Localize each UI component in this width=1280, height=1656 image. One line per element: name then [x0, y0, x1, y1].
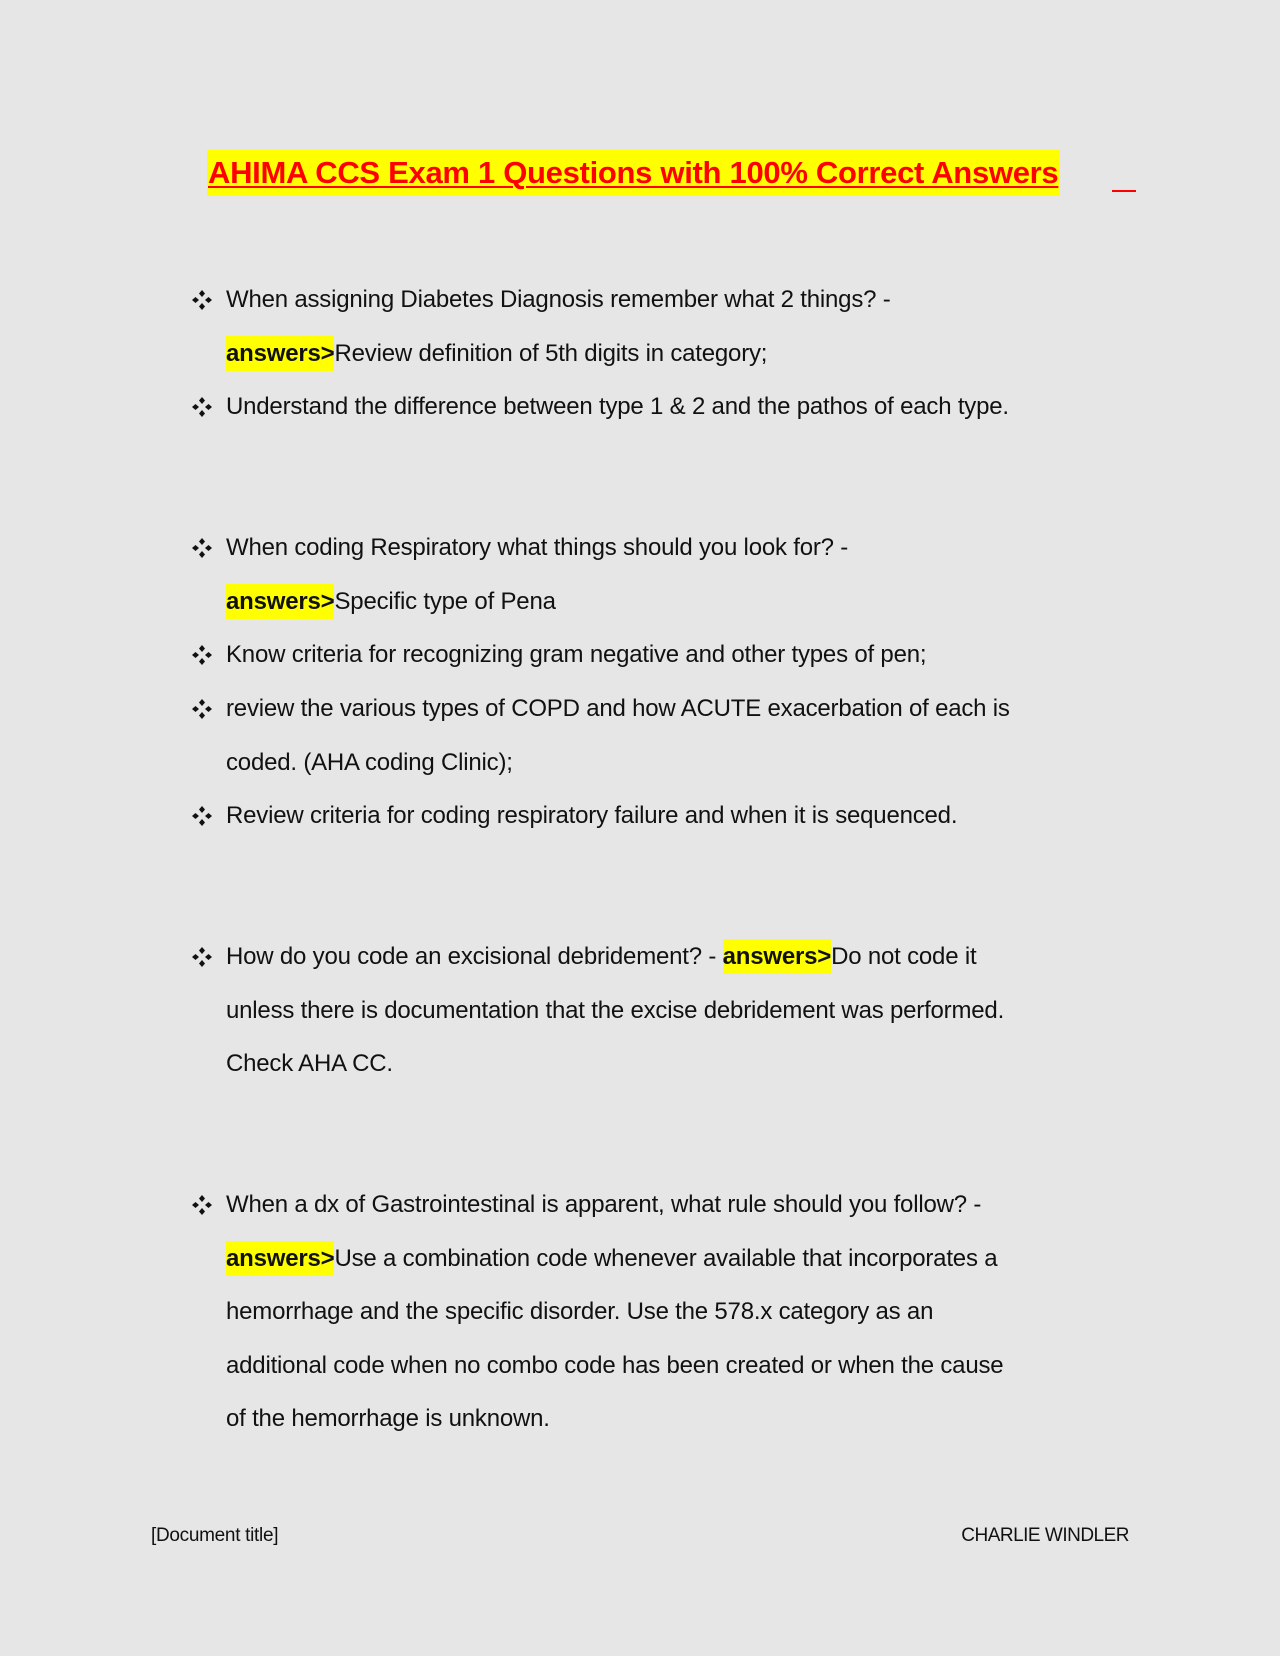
answer-marker: answers> — [226, 584, 334, 619]
item-answer-continued: hemorrhage and the specific disorder. Use the 578.x category as an — [226, 1298, 934, 1325]
item-text: review the various types of COPD and how ACUTE exacerbation of each is — [226, 695, 1010, 722]
diamond-bullet-icon — [190, 789, 214, 842]
item-text-continued: coded. (AHA coding Clinic); — [226, 748, 513, 776]
diamond-bullet-icon — [190, 521, 214, 574]
footer-document-title: [Document title] — [151, 1525, 279, 1546]
item-answer-continued: Check AHA CC. — [226, 1050, 393, 1077]
item-answer-continued: additional code when no combo code has been created or when the cause — [226, 1351, 1004, 1379]
item-text: Review criteria for coding respiratory failure and when it is sequenced. — [226, 802, 958, 829]
diamond-bullet-icon — [190, 273, 214, 326]
answer-marker: answers> — [226, 336, 334, 371]
item-answer: Specific type of Pena — [334, 587, 556, 615]
item-answer: Review definition of 5th digits in category; — [334, 339, 768, 367]
item-question: How do you code an excisional debridement? - — [226, 943, 723, 970]
item-answer: Do not code it — [831, 943, 977, 970]
item-answer: Use a combination code whenever available that incorporates a — [334, 1244, 998, 1272]
answer-marker: answers> — [226, 1241, 334, 1276]
item-question: When coding Respiratory what things should you look for? - — [226, 534, 849, 561]
item-text: Know criteria for recognizing gram negative and other types of pen; — [226, 641, 927, 668]
item-answer-continued: unless there is documentation that the excise debridement was performed. — [226, 996, 1005, 1024]
item-answer-continued: of the hemorrhage is unknown. — [226, 1405, 550, 1432]
title-underline-tail — [1112, 190, 1136, 192]
diamond-bullet-icon — [190, 628, 214, 681]
diamond-bullet-icon — [190, 682, 214, 735]
diamond-bullet-icon — [190, 380, 214, 433]
item-question: When a dx of Gastrointestinal is apparent, what rule should you follow? - — [226, 1191, 982, 1218]
footer-author: CHARLIE WINDLER — [961, 1525, 1129, 1546]
page-title: AHIMA CCS Exam 1 Questions with 100% Correct Answers — [207, 150, 1060, 196]
item-question: When assigning Diabetes Diagnosis remember what 2 things? - — [226, 286, 891, 313]
answer-marker: answers> — [723, 939, 831, 974]
diamond-bullet-icon — [190, 1178, 214, 1231]
diamond-bullet-icon — [190, 930, 214, 983]
title-block — [207, 150, 1137, 196]
item-text: Understand the difference between type 1 & 2 and the pathos of each type. — [226, 393, 1009, 420]
